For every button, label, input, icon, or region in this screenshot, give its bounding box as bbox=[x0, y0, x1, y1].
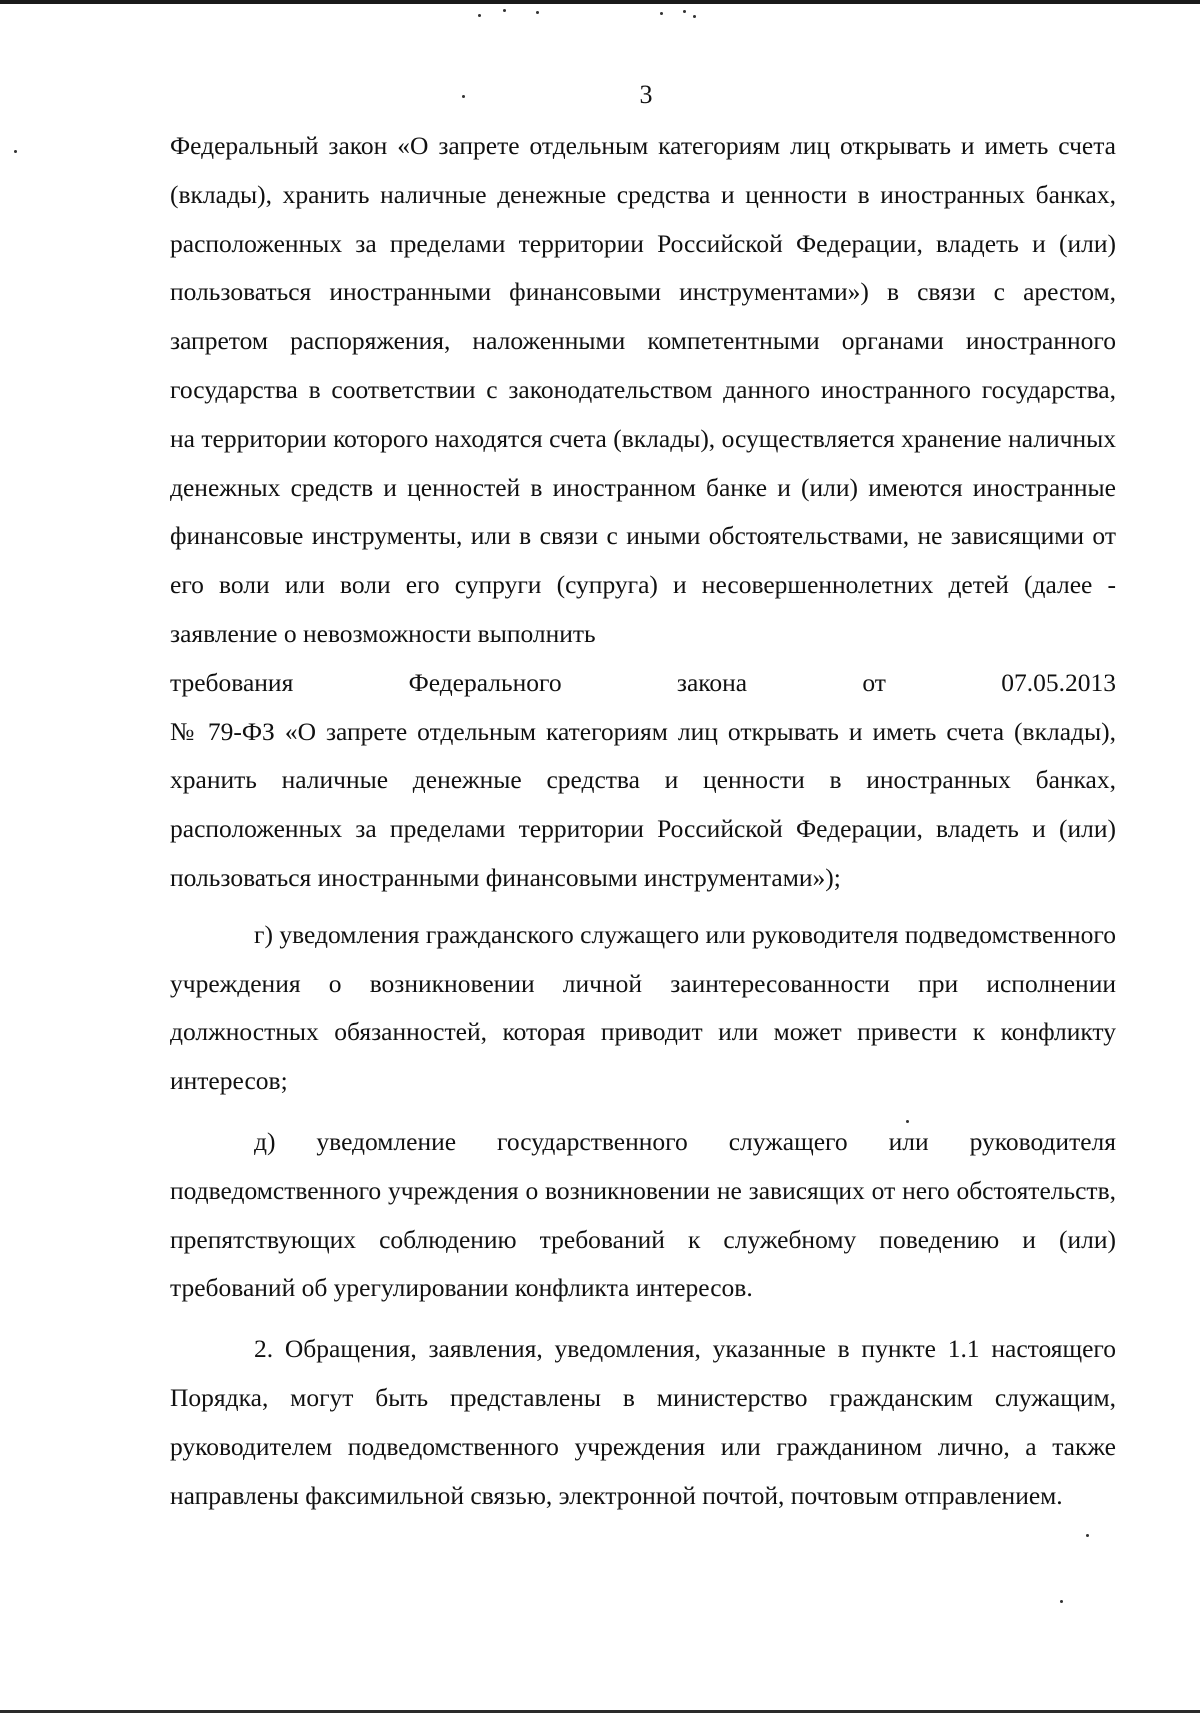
paragraph-text: Федеральный закон «О запрете отдельным категориям лиц открывать и иметь счета (вклады), хранить наличные денежные средства и ценности в иностранных банках, расположенных за пределами территории Российской Федерации, владеть и (или) пользоваться иностранными финансовыми инструментами») в связи с арестом, запретом распоряжения, наложенными компетентными органами иностранного государства в соответствии с законодательством данного иностранного государства, на территории которого находятся счета (вклады), осуществляется хранение наличных денежных средств и ценностей в иностранном банке и (или) имеются иностранные финансовые инструменты, или в связи с иными обстоятельствами, не зависящими от его воли или воли его супруги (супруга) и несовершеннолетних детей (далее - заявление о невозможности выполнить bbox=[170, 131, 1116, 648]
scan-speck bbox=[14, 150, 17, 153]
scan-speck bbox=[693, 15, 696, 18]
paragraph-wide-line: требования Федерального закона от 07.05.2013 bbox=[170, 667, 1116, 697]
paragraph-item-2: 2. Обращения, заявления, уведомления, указанные в пункте 1.1 настоящего Порядка, могут быть представлены в министерство гражданским служащим, руководителем подведомственного учреждения или гражданином лично, а также направлены факсимильной связью, электронной почтой, почтовым отправлением. bbox=[170, 1334, 1116, 1510]
scan-speck bbox=[683, 10, 686, 13]
paragraph-item-d: д) уведомление государственного служащего или руководителя подведомственного учреждения о возникновении не зависящих от него обстоятельств, препятствующих соблюдению требований к служебному поведению и (или) требований об урегулировании конфликта интересов. bbox=[170, 1126, 1116, 1303]
scan-speck bbox=[503, 9, 506, 12]
scan-speck bbox=[1060, 1600, 1063, 1603]
paragraph-continued bbox=[170, 122, 1116, 659]
scan-speck bbox=[660, 12, 663, 15]
paragraph-continued-tail: № 79-ФЗ «О запрете отдельным категориям лиц открывать и иметь счета (вклады), хранить наличные денежные средства и ценности в иностранных банках, расположенных за пределами территории Российской Федерации, владеть и (или) пользоваться иностранными финансовыми инструментами»); bbox=[170, 716, 1116, 892]
paragraph-item-g: г) уведомления гражданского служащего или руководителя подведомственного учреждения о возникновении личной заинтересованности при исполнении должностных обязанностей, которая приводит или может привести к конфликту интересов; bbox=[170, 919, 1116, 1096]
page-number: 3 bbox=[639, 80, 653, 109]
scan-speck bbox=[1086, 1534, 1089, 1537]
scan-speck bbox=[536, 11, 539, 14]
scan-speck bbox=[478, 14, 481, 17]
scan-edge-bottom bbox=[0, 1710, 1200, 1713]
document-body bbox=[170, 122, 1116, 1520]
scan-edge-top bbox=[0, 0, 1200, 4]
